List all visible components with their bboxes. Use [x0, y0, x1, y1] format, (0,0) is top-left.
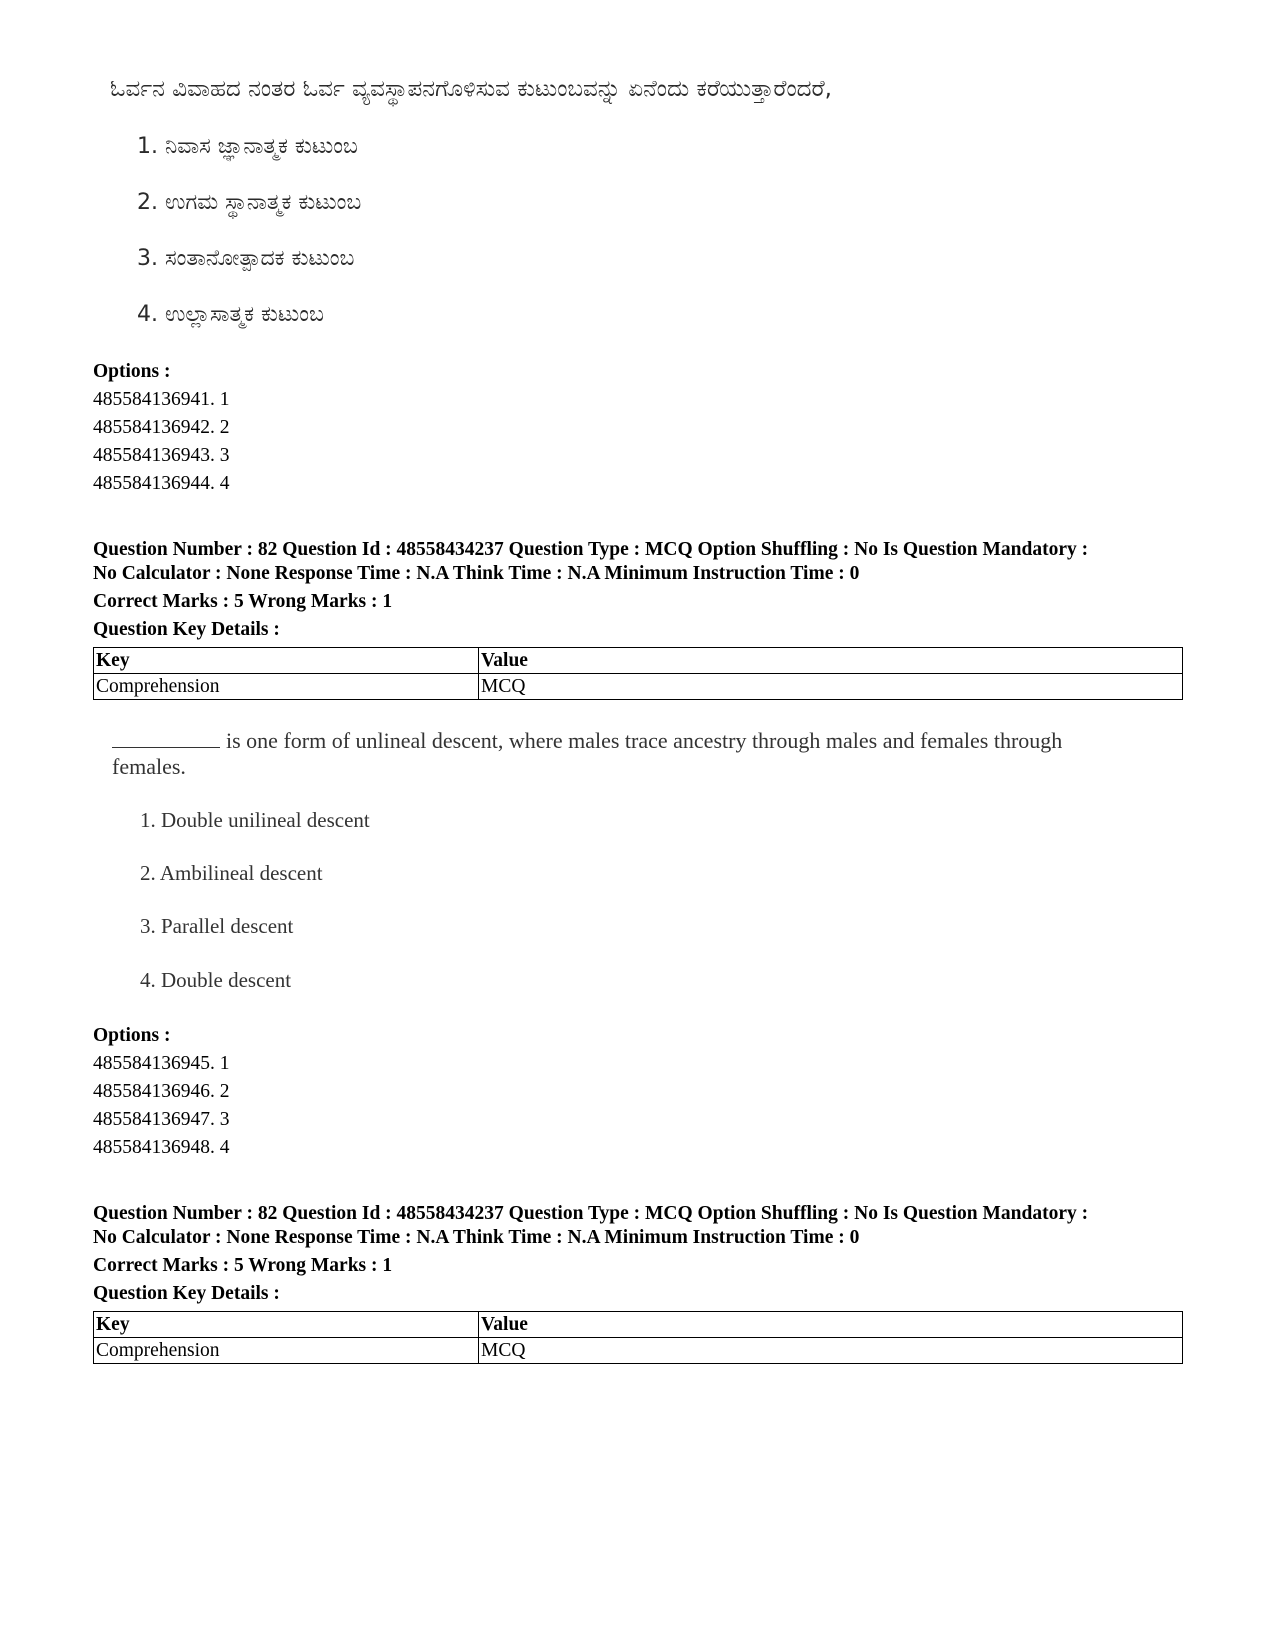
choice-4: 4. Double descent [140, 968, 292, 992]
table-header-row [94, 1312, 1183, 1338]
question-header-line-1: Question Number : 82 Question Id : 48558434237 Question Type : MCQ Option Shuffling : No Is Question Mandatory : [93, 1203, 1089, 1224]
marks-line: Correct Marks : 5 Wrong Marks : 1 [93, 1255, 393, 1276]
options-label: Options : [93, 1025, 171, 1046]
table-header-key: Key [94, 1312, 479, 1338]
key-details-table [93, 1311, 1183, 1364]
question-header-line-2: No Calculator : None Response Time : N.A Think Time : N.A Minimum Instruction Time : 0 [93, 563, 860, 584]
table-row [94, 674, 1183, 700]
fill-in-blank [112, 727, 220, 748]
key-details-label: Question Key Details : [93, 1283, 280, 1304]
table-cell-value: MCQ [479, 674, 1183, 700]
choice-3-kannada: 3. ಸಂತಾನೋತ್ಪಾದಕ ಕುಟುಂಬ [137, 246, 355, 271]
choice-4-kannada: 4. ಉಲ್ಲಾಸಾತ್ಮಕ ಕುಟುಂಬ [137, 302, 324, 327]
key-details-label: Question Key Details : [93, 619, 280, 640]
question-prompt-line-2: females. [112, 754, 186, 779]
table-header-row [94, 648, 1183, 674]
option-row: 485584136946. 2 [93, 1081, 230, 1102]
table-header-value: Value [479, 648, 1183, 674]
option-row: 485584136948. 4 [93, 1137, 230, 1158]
choice-3: 3. Parallel descent [140, 914, 294, 938]
choice-2-kannada: 2. ಉಗಮ ಸ್ಥಾನಾತ್ಮಕ ಕುಟುಂಬ [137, 190, 362, 215]
question-prompt-text: is one form of unlineal descent, where males trace ancestry through males and females through [226, 728, 1063, 753]
choice-2: 2. Ambilineal descent [140, 861, 323, 885]
table-header-value: Value [479, 1312, 1183, 1338]
question-header-line-2: No Calculator : None Response Time : N.A Think Time : N.A Minimum Instruction Time : 0 [93, 1227, 860, 1248]
question-prompt-line-1 [112, 727, 1062, 754]
options-label: Options : [93, 361, 171, 382]
marks-line: Correct Marks : 5 Wrong Marks : 1 [93, 591, 393, 612]
option-row: 485584136943. 3 [93, 445, 230, 466]
table-cell-key: Comprehension [94, 1338, 479, 1364]
table-row [94, 1338, 1183, 1364]
option-row: 485584136944. 4 [93, 473, 230, 494]
table-cell-key: Comprehension [94, 674, 479, 700]
option-row: 485584136945. 1 [93, 1053, 230, 1074]
table-cell-value: MCQ [479, 1338, 1183, 1364]
key-details-table [93, 647, 1183, 700]
option-row: 485584136941. 1 [93, 389, 230, 410]
question-header-line-1: Question Number : 82 Question Id : 48558434237 Question Type : MCQ Option Shuffling : No Is Question Mandatory : [93, 539, 1089, 560]
question-prompt-kannada: ಓರ್ವನ ವಿವಾಹದ ನಂತರ ಓರ್ವ ವ್ಯವಸ್ಥಾಪನಗೊಳಿಸುವ ಕುಟುಂಬವನ್ನು ಏನೆಂದು ಕರೆಯುತ್ತಾರೆಂದರೆ, [110, 76, 832, 102]
table-header-key: Key [94, 648, 479, 674]
option-row: 485584136942. 2 [93, 417, 230, 438]
option-row: 485584136947. 3 [93, 1109, 230, 1130]
choice-1-kannada: 1. ನಿವಾಸ ಜ್ಞಾನಾತ್ಮಕ ಕುಟುಂಬ [137, 134, 358, 159]
choice-1: 1. Double unilineal descent [140, 808, 370, 832]
